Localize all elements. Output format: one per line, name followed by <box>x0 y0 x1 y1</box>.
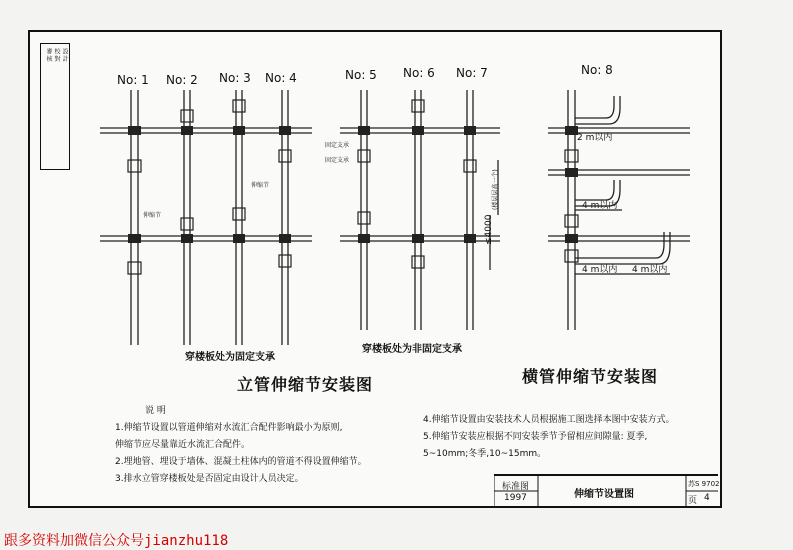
title-horizontal-pipe: 横管伸缩节安装图 <box>522 367 659 386</box>
notes-heading: 说 明 <box>145 406 166 416</box>
notes-right <box>423 412 675 463</box>
callout-expansion-joint-2: 伸缩节 <box>251 182 270 189</box>
note-line: 3.排水立管穿楼板处是否固定由设计人员决定。 <box>115 474 304 484</box>
pipe-label: No: 7 <box>456 66 488 80</box>
title-block <box>494 474 718 506</box>
side-label: 審 核 <box>45 48 52 62</box>
pipe-label: No: 6 <box>403 66 435 80</box>
dimension-4m: 4 m以内 <box>632 265 668 275</box>
tb-year: 1997 <box>504 493 527 503</box>
tb-page-label: 页 <box>688 496 698 506</box>
note-line: 伸缩节应尽量靠近水流汇合配件。 <box>115 440 251 450</box>
watermark-text: 跟多资料加微信公众号jianzhu118 <box>4 533 229 549</box>
pipe-label: No: 2 <box>166 73 198 87</box>
dimension-4000: ≤4000 <box>484 214 494 245</box>
tb-drawing-title: 伸缩节设置图 <box>574 489 634 500</box>
caption-nonfixed-support: 穿楼板处为非固定支承 <box>362 344 462 355</box>
pipe-label: No: 5 <box>345 68 377 82</box>
pipe-label: No: 4 <box>265 71 297 85</box>
note-line: 1.伸缩节设置以管道伸缩对水流汇合配件影响最小为原则, <box>115 423 343 433</box>
dimension-2m: 2 m以内 <box>577 133 613 143</box>
callout-fixed-note: 固定支承 <box>325 157 350 164</box>
side-label: 校 對 <box>53 48 60 62</box>
tb-code: 苏S 9702 <box>688 480 720 488</box>
tb-page-number: 4 <box>704 493 710 503</box>
pipe-label: No: 1 <box>117 73 149 87</box>
callout-fixed-support: 固定支承 <box>325 142 350 149</box>
title-vertical-pipe: 立管伸缩节安装图 <box>237 375 374 394</box>
side-label: 設 計 <box>61 48 68 62</box>
note-line: 5~10mm;冬季,10~15mm。 <box>423 449 547 459</box>
note-line: 5.伸缩节安装应根据不同安装季节予留相应间隙量: 夏季, <box>423 432 648 442</box>
notes-left <box>115 420 367 488</box>
pipe-label: No: 3 <box>219 71 251 85</box>
dimension-4m: 4 m以内 <box>582 201 618 211</box>
dimension-floor-note: (楼层层高一个) <box>492 169 499 210</box>
dimension-4m: 4 m以内 <box>582 265 618 275</box>
caption-fixed-support: 穿楼板处为固定支承 <box>185 352 275 363</box>
pipe-label: No: 8 <box>581 63 613 77</box>
note-line: 2.埋地管、埋设于墙体、混凝土柱体内的管道不得设置伸缩节。 <box>115 457 367 467</box>
note-line: 4.伸缩节设置由安装技术人员根据施工图选择本图中安装方式。 <box>423 415 675 425</box>
tb-std-label: 标准图 <box>502 482 530 492</box>
callout-expansion-joint: 伸缩节 <box>143 212 162 219</box>
